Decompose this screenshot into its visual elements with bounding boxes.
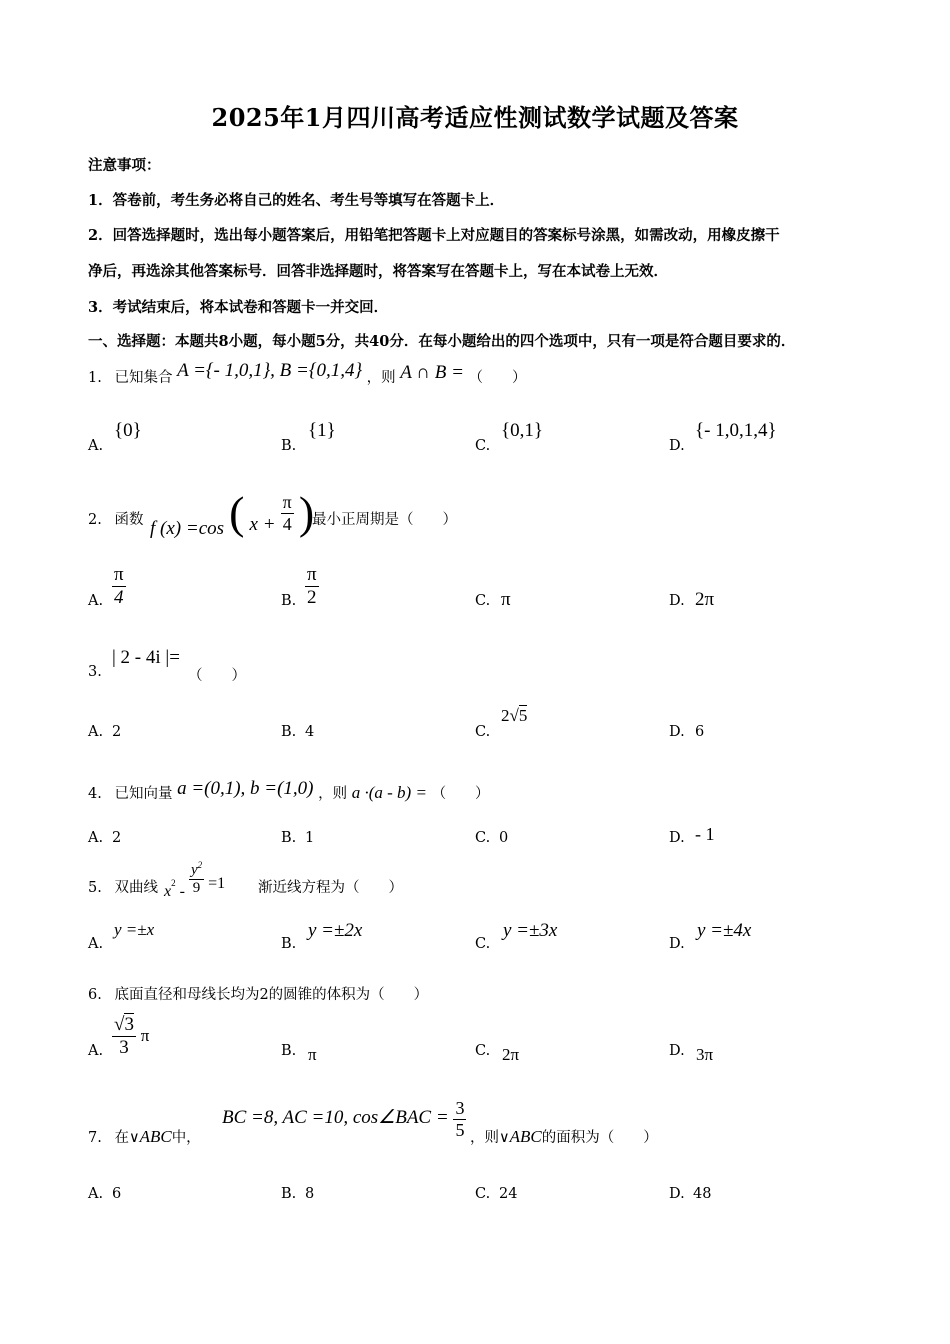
question-4 [88,778,490,804]
question-text: 在∨ [114,1130,140,1146]
option-d: - 1 [695,824,715,844]
question-text: 双曲线 [114,880,158,896]
page-title: 2025年1月四川高考适应性测试数学试题及答案 [211,103,739,132]
option-c-label: C. [475,1186,491,1202]
question-2-tail: 最小正周期是（ ） [312,512,457,528]
y-var: y [190,862,198,878]
question-5-tail: 渐近线方程为（ ） [258,880,403,896]
question-1 [88,360,527,388]
denominator: 3 [112,1036,136,1059]
option-a-label: A. [88,830,104,846]
option-a-label: A. [88,936,104,952]
left-paren: ( [229,487,245,538]
question-number: 2. [88,512,102,528]
right-paren: ) [298,487,315,538]
option-d: 6 [695,724,705,740]
option-d: y =±4x [697,920,752,941]
option-c: y =±3x [503,920,558,941]
option-a-label: A. [88,1043,104,1059]
answer-blank: （ ） [468,370,527,386]
formula: BC =8, AC =10, cos∠BAC = [222,1106,449,1128]
question-math-2: a ·(a - b) = [351,783,427,802]
numerator: π [307,564,317,585]
numerator: π [114,564,124,585]
option-a-fraction [112,564,126,609]
note-2b: 净后，再选涂其他答案标号．回答非选择题时，将答案写在答题卡上，写在本试卷上无效． [88,263,668,280]
note-3: 3．考试结束后，将本试卷和答题卡一并交回． [88,299,389,316]
notes-heading: 注意事项： [88,157,161,174]
question-3-number: 3. [88,664,102,680]
option-a: {0} [114,420,142,441]
question-7-label [88,1126,201,1147]
fraction-sqrt3-3 [112,1014,136,1059]
question-3-math: | 2 - 4i |= [112,647,180,668]
option-d-label: D. [669,593,685,609]
radical-sign: √ [509,706,519,725]
pi-symbol: π [140,1025,150,1045]
formula-x-exponent: 2 [171,877,176,888]
option-d-label: D. [669,830,685,846]
fraction-y2-9 [189,860,204,897]
triangle-name: ABC [139,1127,172,1146]
option-b-fraction [305,564,319,609]
option-b: 4 [305,724,315,740]
option-a-label: A. [88,593,104,609]
option-c-label: C. [475,724,491,740]
option-b-label: B. [281,1043,297,1059]
question-text-tail: 的面积为（ ） [541,1130,658,1146]
option-d-label: D. [669,1043,685,1059]
radicand: 3 [124,1014,134,1035]
option-b: π [308,1045,317,1064]
question-5-formula [164,860,226,901]
option-d: {- 1,0,1,4} [695,420,777,441]
answer-blank: （ ） [431,786,490,802]
option-a: y =±x [114,920,155,939]
option-b: 1 [305,830,315,846]
question-text-mid: ，则 [318,786,348,802]
option-c-sqrt [501,706,527,726]
numerator [189,860,204,879]
option-b-label: B. [281,830,297,846]
numerator [112,1014,136,1036]
option-b: 8 [305,1186,315,1202]
note-2a: 2．回答选择题时，选出每小题答案后，用铅笔把答题卡上对应题目的答案标号涂黑，如需改动，用橡皮擦干 [88,227,780,244]
option-b: {1} [308,420,336,441]
option-a: 2 [112,830,122,846]
option-a: 6 [112,1186,122,1202]
question-math-2: A ∩ B = [400,362,464,383]
option-b: y =±2x [308,920,363,941]
option-a-label: A. [88,724,104,740]
section-1-heading: 一、选择题：本题共8小题，每小题5分，共40分．在每小题给出的四个选项中，只有一项是符合题目要求的． [88,333,796,350]
formula-eq: =1 [208,875,226,893]
option-c: 2π [502,1045,520,1064]
radical-sign: √ [114,1014,125,1035]
option-d: 2π [695,589,715,610]
option-b-label: B. [281,438,297,454]
question-2-formula [150,480,315,539]
question-number: 5. [88,880,102,896]
option-d-label: D. [669,1186,685,1202]
question-6 [88,983,428,1004]
question-text-mid: ，则 [366,370,396,386]
triangle-name: ABC [509,1127,542,1146]
fraction-3-5 [453,1098,466,1141]
option-c-label: C. [475,936,491,952]
option-d-label: D. [669,936,685,952]
option-a: 2 [112,724,122,740]
question-number: 1. [88,370,102,386]
option-b-label: B. [281,724,297,740]
note-1: 1．答卷前，考生务必将自己的姓名、考生号等填写在答题卡上． [88,192,505,209]
fraction-pi-4 [281,492,294,535]
question-text: 已知向量 [114,786,173,802]
option-d: 48 [693,1186,712,1202]
radicand: 5 [518,706,528,725]
question-number: 6. [88,987,102,1003]
option-c-label: C. [475,1043,491,1059]
numerator: 3 [455,1098,465,1118]
question-2-label [88,508,143,529]
question-text-zhong: 中， [171,1130,201,1146]
option-a-label: A. [88,1186,104,1202]
question-text: 底面直径和母线长均为2的圆锥的体积为（ ） [114,987,429,1003]
coefficient: 2 [501,706,510,725]
question-5-label [88,876,158,897]
formula-minus: - [179,883,185,901]
denominator: 4 [281,513,294,535]
question-7-formula [222,1098,466,1141]
question-number: 4. [88,786,102,802]
question-text: 函数 [114,512,144,528]
option-c-label: C. [475,438,491,454]
denominator: 9 [189,879,204,897]
option-c-label: C. [475,830,491,846]
option-a-expression [112,1014,149,1059]
question-7-tail [470,1126,658,1147]
question-math: A ={- 1,0,1}, B ={0,1,4} [177,360,363,381]
formula-x: x [164,883,172,901]
option-d-label: D. [669,438,685,454]
denominator: 5 [455,1120,465,1140]
denominator: 4 [112,586,126,609]
option-c: {0,1} [501,420,543,441]
option-c: π [501,589,511,610]
question-number: 7. [88,1130,102,1146]
answer-blank: （ ） [188,668,246,684]
numerator: π [282,492,292,512]
question-math: a =(0,1), b =(1,0) [177,778,314,799]
option-c: 24 [499,1186,518,1202]
formula-f: f (x) =cos [150,518,225,539]
option-b-label: B. [281,593,297,609]
option-d: 3π [696,1045,714,1064]
option-c: 0 [499,830,509,846]
formula-x: x + [249,514,276,535]
option-a-label: A. [88,438,104,454]
question-text-mid: ，则∨ [470,1130,510,1146]
question-text: 已知集合 [114,370,173,386]
option-b-label: B. [281,1186,297,1202]
option-c-label: C. [475,593,491,609]
y-exponent: 2 [197,860,203,870]
option-d-label: D. [669,724,685,740]
denominator: 2 [305,586,319,609]
option-b-label: B. [281,936,297,952]
